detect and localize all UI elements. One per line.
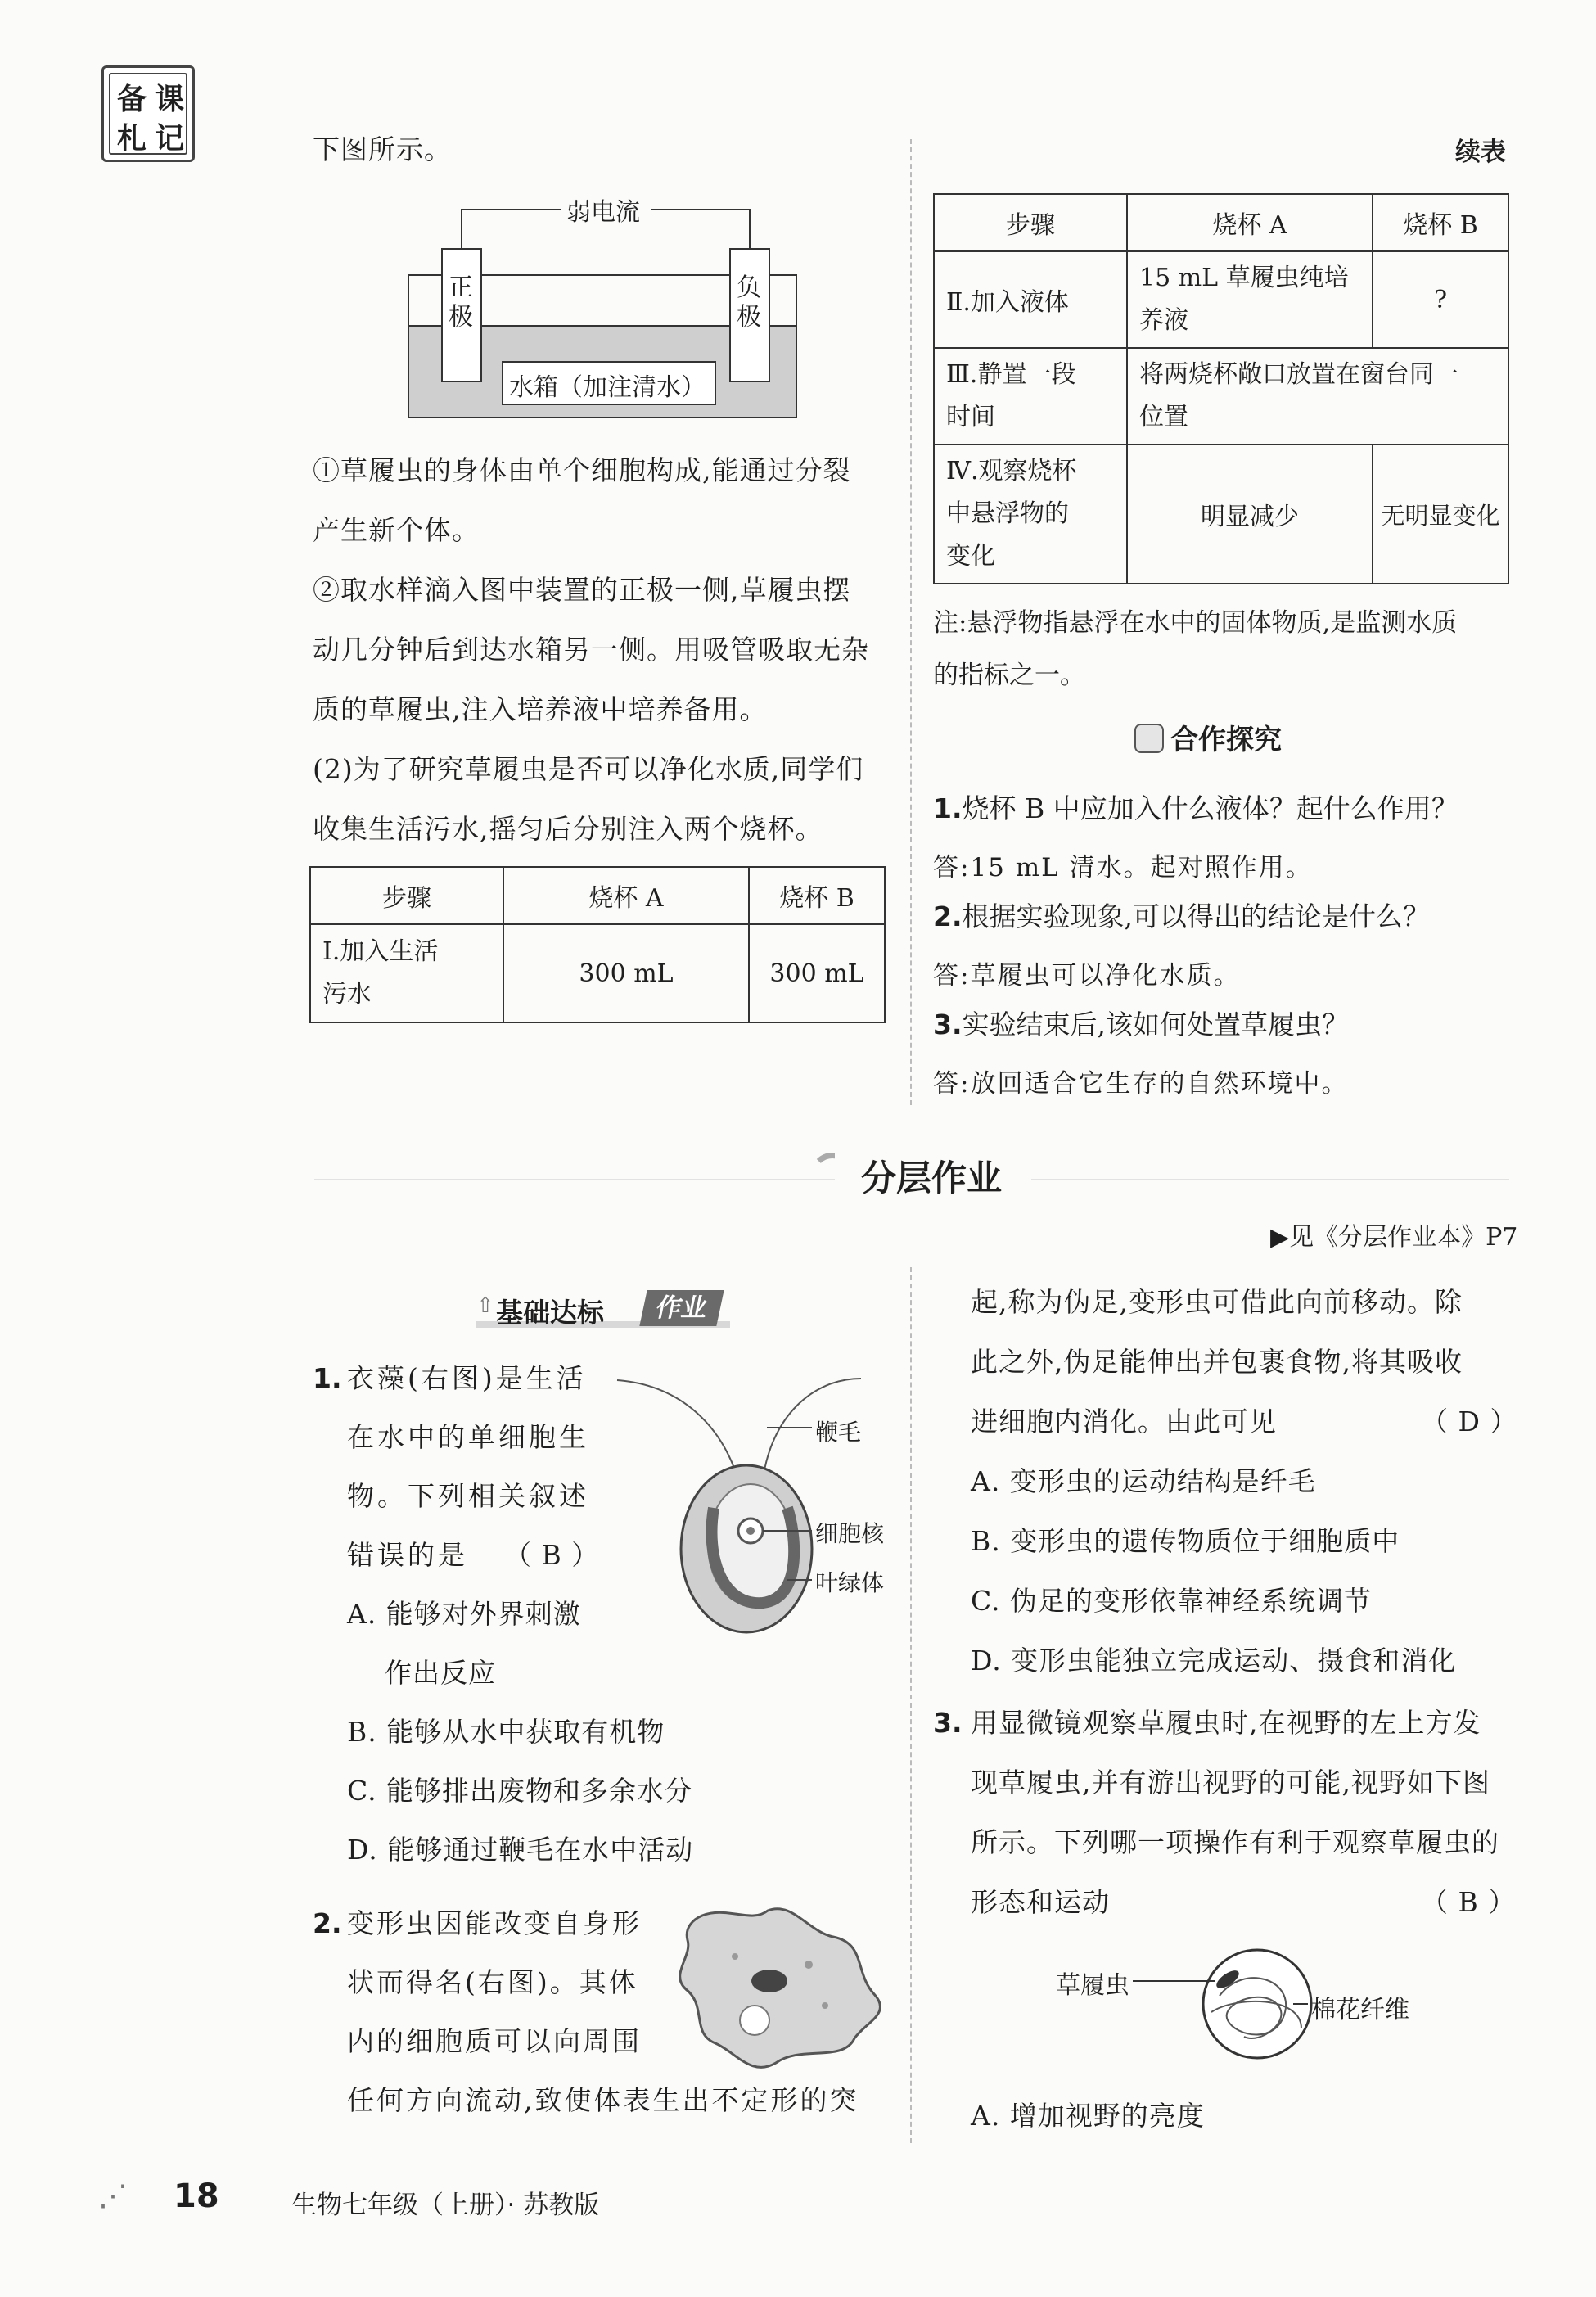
table-header: 步骤 bbox=[310, 867, 503, 924]
question-text: 实验结束后,该如何处置草履虫？ bbox=[962, 1009, 1349, 1040]
table-header: 烧杯 B bbox=[749, 867, 885, 924]
option: 作出反应 bbox=[385, 1657, 496, 1689]
table-header: 步骤 bbox=[934, 194, 1127, 251]
notes-badge bbox=[101, 65, 195, 162]
question-text: 内的细胞质可以向周围 bbox=[347, 2025, 642, 2057]
intro-text: 下图所示。 bbox=[313, 133, 452, 165]
badge-char: 札 bbox=[116, 122, 147, 156]
badge-char: 备 bbox=[116, 83, 147, 116]
paragraph: 动几分钟后到达水箱另一侧。用吸管吸取无杂 bbox=[313, 634, 869, 666]
column-divider bbox=[910, 139, 912, 1105]
question-text: 进细胞内消化。由此可见 bbox=[971, 1406, 1277, 1437]
experiment-table-1 bbox=[309, 866, 886, 1023]
chloroplast-label: 叶绿体 bbox=[815, 1569, 885, 1596]
question-text: 变形虫因能改变自身形 bbox=[347, 1907, 642, 1939]
question-number: 2. bbox=[933, 900, 963, 932]
paragraph: (2)为了研究草履虫是否可以净化水质,同学们 bbox=[313, 753, 864, 785]
paragraph: ②取水样滴入图中装置的正极一侧,草履虫摆 bbox=[313, 574, 851, 606]
table-cell: Ⅱ.加入液体 bbox=[934, 251, 1127, 348]
cotton-fiber-label: 棉花纤维 bbox=[1311, 1996, 1409, 2024]
paragraph: ①草履虫的身体由单个细胞构成,能通过分裂 bbox=[313, 454, 851, 486]
answer-bracket: （ D ） bbox=[1421, 1406, 1518, 1437]
table-header: 烧杯 A bbox=[503, 867, 749, 924]
answer-bracket: （ B ） bbox=[1421, 1886, 1517, 1918]
corner-ornament-icon: ⋰ bbox=[98, 2179, 128, 2213]
tank-label: 水箱（加注清水） bbox=[509, 373, 706, 402]
nucleus-label: 细胞核 bbox=[815, 1520, 885, 1547]
note-text: 的指标之一。 bbox=[933, 661, 1085, 690]
chlamydomonas-figure bbox=[615, 1369, 894, 1639]
answer-text: 答:放回适合它生存的自然环境中。 bbox=[933, 1069, 1349, 1099]
coop-title: 合作探究 bbox=[1170, 724, 1282, 756]
basic-label: 基础达标 bbox=[496, 1297, 604, 1329]
table-cell: 无明显变化 bbox=[1373, 445, 1508, 584]
badge-char: 记 bbox=[154, 122, 184, 156]
paramecium-label: 草履虫 bbox=[1056, 1971, 1129, 2000]
chlamydomonas-svg bbox=[615, 1369, 894, 1639]
note-text: 注:悬浮物指悬浮在水中的固体物质,是监测水质 bbox=[933, 608, 1458, 638]
basic-banner bbox=[476, 1288, 730, 1333]
table-cell: 明显减少 bbox=[1127, 445, 1373, 584]
question-text: 所示。下列哪一项操作有利于观察草履虫的 bbox=[971, 1826, 1499, 1858]
question-text: 烧杯 B 中应加入什么液体？起什么作用？ bbox=[962, 792, 1458, 824]
paragraph: 产生新个体。 bbox=[313, 514, 480, 546]
answer-text: 答:15 mL 清水。起对照作用。 bbox=[933, 853, 1313, 882]
answer-bracket: （ B ） bbox=[504, 1539, 600, 1571]
question-number: 3. bbox=[933, 1707, 963, 1739]
option: D. 变形虫能独立完成运动、摄食和消化 bbox=[971, 1645, 1457, 1676]
question-text: 用显微镜观察草履虫时,在视野的左上方发 bbox=[971, 1707, 1481, 1739]
question-text: 根据实验现象,可以得出的结论是什么？ bbox=[962, 900, 1430, 932]
negative-electrode-label: 负 极 bbox=[737, 273, 761, 332]
table-cell: 300 mL bbox=[503, 924, 749, 1022]
column-divider bbox=[910, 1267, 912, 2143]
option: A. 增加视野的亮度 bbox=[971, 2100, 1205, 2132]
question-text: 此之外,伪足能伸出并包裹食物,将其吸收 bbox=[971, 1346, 1463, 1378]
table-header: 烧杯 A bbox=[1127, 194, 1373, 251]
question-text: 起,称为伪足,变形虫可借此向前移动。除 bbox=[971, 1286, 1463, 1318]
book-title: 生物七年级（上册）· 苏教版 bbox=[291, 2191, 600, 2220]
option: A. 能够对外界刺激 bbox=[347, 1598, 581, 1630]
option: C. 伪足的变形依靠神经系统调节 bbox=[971, 1585, 1373, 1617]
microscope-field-figure bbox=[1056, 1947, 1449, 2069]
table-cell: Ⅰ.加入生活 污水 bbox=[310, 924, 503, 1022]
question-number: 2. bbox=[313, 1907, 342, 1939]
table-header: 烧杯 B bbox=[1373, 194, 1508, 251]
option: C. 能够排出废物和多余水分 bbox=[347, 1775, 693, 1807]
table-cell: Ⅲ.静置一段 时间 bbox=[934, 348, 1127, 445]
continued-label: 续表 bbox=[1455, 138, 1506, 167]
question-number: 1. bbox=[933, 792, 963, 824]
badge-char: 课 bbox=[154, 83, 184, 116]
experiment-table-2 bbox=[933, 193, 1509, 584]
option: A. 变形虫的运动结构是纤毛 bbox=[971, 1465, 1316, 1497]
question-text: 形态和运动 bbox=[971, 1886, 1110, 1918]
option: B. 能够从水中获取有机物 bbox=[347, 1716, 665, 1748]
amoeba-figure bbox=[670, 1899, 890, 2079]
question-text: 错误的是 bbox=[347, 1539, 468, 1571]
workbook-reference: ▶见《分层作业本》P7 bbox=[1270, 1223, 1518, 1252]
question bbox=[933, 1004, 1349, 1042]
cooperate-icon bbox=[1134, 724, 1164, 753]
electrode-diagram bbox=[406, 183, 799, 429]
question-text: 现草履虫,并有游出视野的可能,视野如下图 bbox=[971, 1767, 1490, 1798]
question-text: 物。下列相关叙述 bbox=[347, 1480, 589, 1512]
amoeba-svg bbox=[670, 1899, 890, 2079]
paragraph: 质的草履虫,注入培养液中培养备用。 bbox=[313, 693, 768, 725]
question bbox=[933, 896, 1430, 934]
option: D. 能够通过鞭毛在水中活动 bbox=[347, 1834, 694, 1866]
question-number: 3. bbox=[933, 1009, 963, 1040]
page-number: 18 bbox=[174, 2177, 219, 2215]
table-cell: ? bbox=[1373, 251, 1508, 348]
table-cell: 15 mL 草履虫纯培 养液 bbox=[1127, 251, 1373, 348]
option: B. 变形虫的遗传物质位于细胞质中 bbox=[971, 1525, 1400, 1557]
arrow-up-icon: ⇧ bbox=[476, 1293, 494, 1318]
homework-tag: 作业 bbox=[639, 1290, 724, 1326]
table-cell: Ⅳ.观察烧杯 中悬浮物的 变化 bbox=[934, 445, 1127, 584]
question bbox=[933, 787, 1458, 826]
section-title: 分层作业 bbox=[861, 1158, 1002, 1199]
flagellum-label: 鞭毛 bbox=[815, 1419, 862, 1446]
question-text: 衣藻(右图)是生活 bbox=[347, 1362, 587, 1394]
question-text: 状而得名(右图)。其体 bbox=[347, 1966, 638, 1998]
table-cell: 将两烧杯敞口放置在窗台同一 位置 bbox=[1127, 348, 1508, 445]
positive-electrode-label: 正 极 bbox=[449, 273, 473, 332]
question-text: 在水中的单细胞生 bbox=[347, 1421, 589, 1453]
paragraph: 收集生活污水,摇匀后分别注入两个烧杯。 bbox=[313, 813, 823, 845]
answer-text: 答:草履虫可以净化水质。 bbox=[933, 961, 1241, 991]
current-label: 弱电流 bbox=[566, 198, 640, 227]
question-number: 1. bbox=[313, 1362, 342, 1394]
table-cell: 300 mL bbox=[749, 924, 885, 1022]
question-text: 任何方向流动,致使体表生出不定形的突 bbox=[347, 2084, 859, 2116]
